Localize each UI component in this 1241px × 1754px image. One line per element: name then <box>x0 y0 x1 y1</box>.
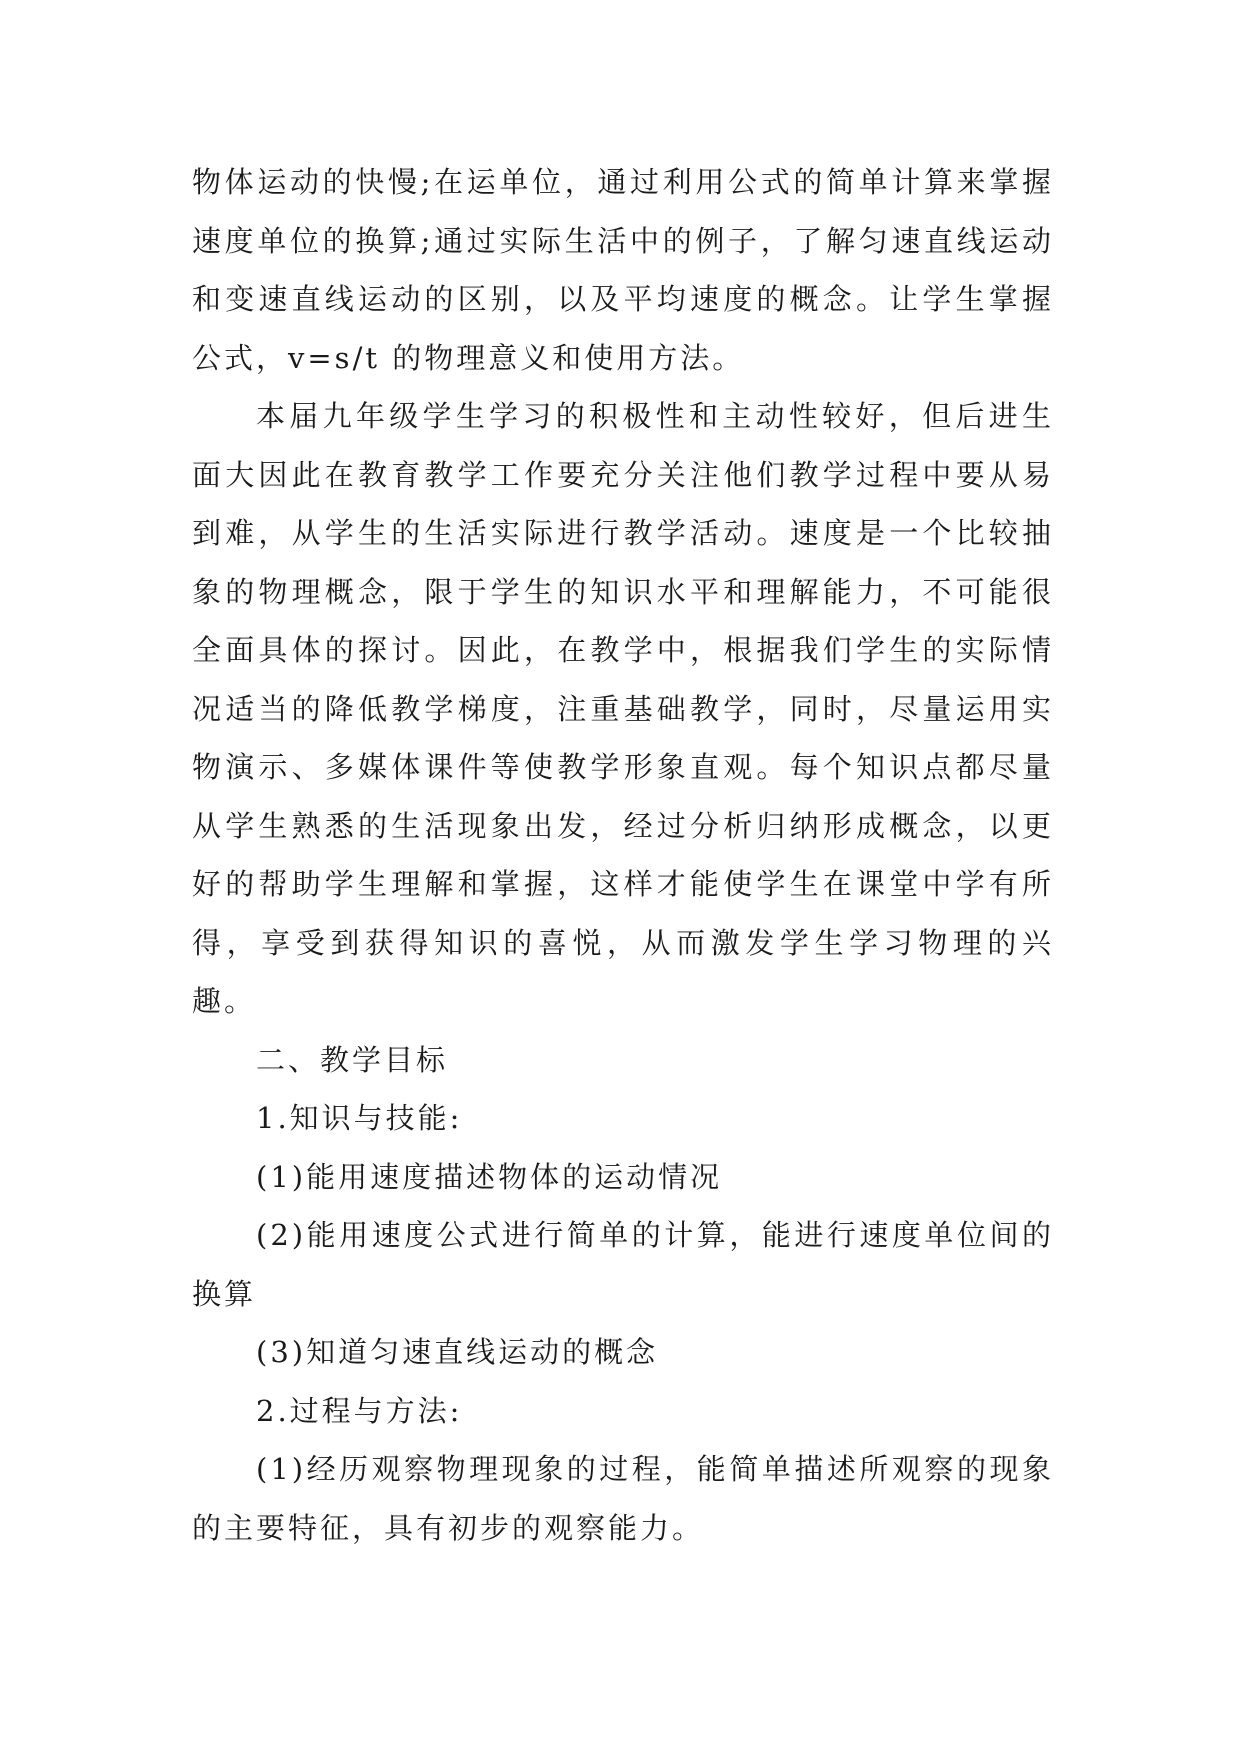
list-item-goal-1: (1)能用速度描述物体的运动情况 <box>256 1159 723 1194</box>
subheading-knowledge-skills: 1.知识与技能: <box>256 1101 463 1135</box>
paragraph-student-analysis: 本届九年级学生学习的积极性和主动性较好，但后进生面大因此在教育教学工作要充分关注他们教学过程中要从易到难，从学生的生活实际进行教学活动。速度是一个比较抽象的物理概念，限于学生的知识水平和理解能力，不可能很全面具体的探讨。因此，在教学中，根据我们学生的实际情况适当的降低教学梯度，注重基础教学，同时，尽量运用实物演示、多媒体课件等使教学形象直观。每个知识点都尽量从学生熟悉的生活现象出发，经过分析归纳形成概念，以更好的帮助学生理解和掌握，这样才能使学生在课堂中学有所得，享受到获得知识的喜悦，从而激发学生学习物理的兴趣。 <box>192 399 1054 1018</box>
list-item-goal-2: (2)能用速度公式进行简单的计算，能进行速度单位间的换算 <box>192 1218 1054 1311</box>
document-body <box>192 153 1054 1557</box>
subheading-process-method: 2.过程与方法: <box>256 1393 463 1428</box>
list-item-goal-3: (3)知道匀速直线运动的概念 <box>256 1335 659 1369</box>
paragraph-intro-continued: 物体运动的快慢;在运单位，通过利用公式的简单计算来掌握速度单位的换算;通过实际生活中的例子，了解匀速直线运动和变速直线运动的区别，以及平均速度的概念。让学生掌握公式，v=s/t 的物理意义和使用方法。 <box>192 165 1054 375</box>
section-heading-teaching-goals: 二、教学目标 <box>256 1042 449 1077</box>
list-item-process-1: (1)经历观察物理现象的过程，能简单描述所观察的现象的主要特征，具有初步的观察能力。 <box>192 1452 1054 1545</box>
